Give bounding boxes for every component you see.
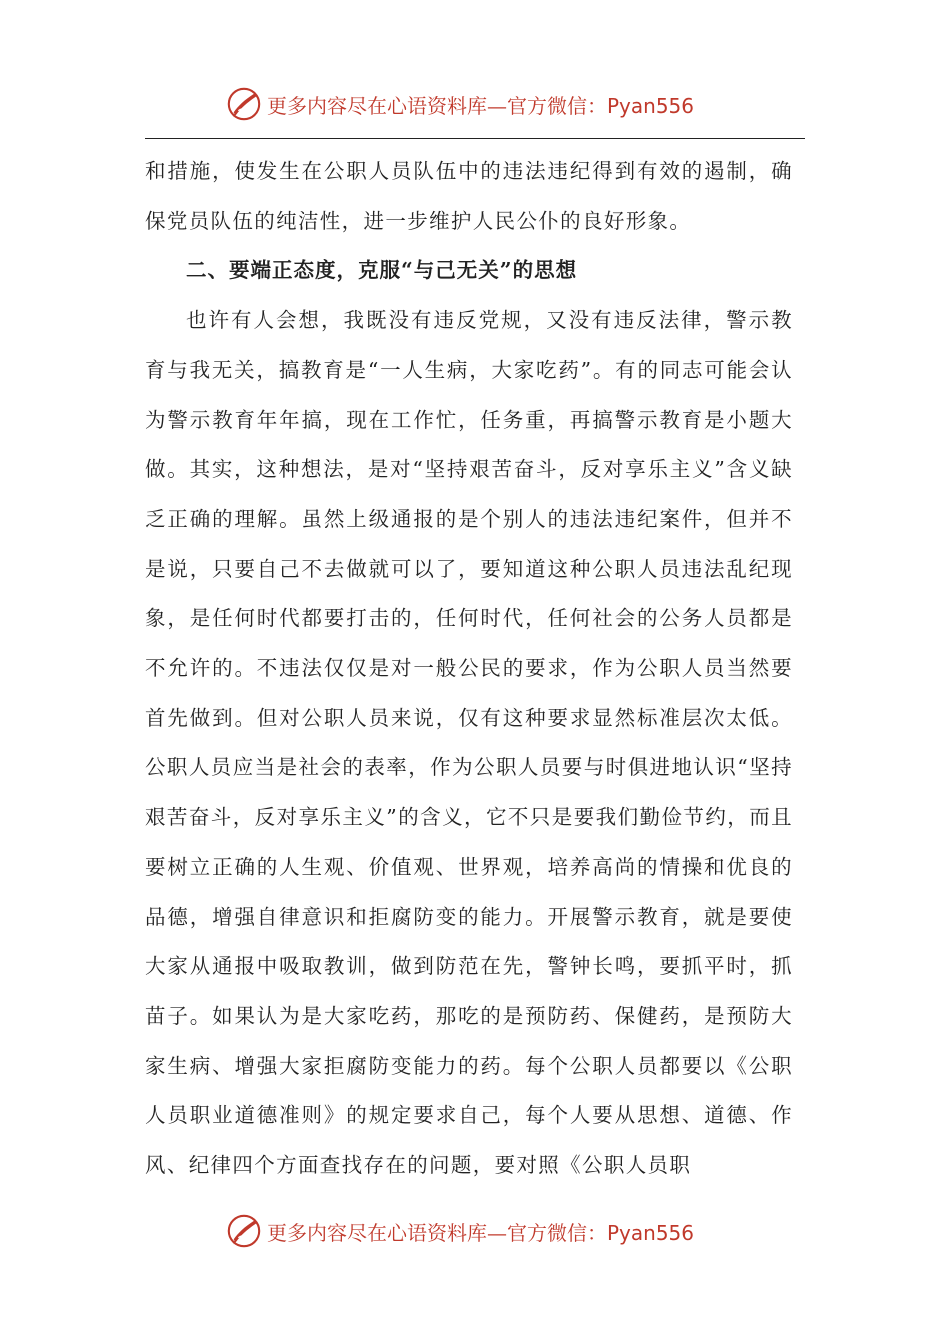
document-body	[145, 147, 793, 1191]
header-divider	[145, 138, 805, 139]
header-banner	[225, 84, 745, 124]
footer-banner	[225, 1211, 745, 1251]
header-banner-text: 更多内容尽在心语资料库—官方微信：Pyan556	[267, 93, 695, 118]
section-heading: 二、要端正态度，克服“与己无关”的思想	[186, 258, 578, 283]
pen-logo-icon	[225, 85, 263, 123]
footer-banner-text: 更多内容尽在心语资料库—官方微信：Pyan556	[267, 1220, 695, 1245]
pen-logo-icon	[225, 1212, 263, 1250]
paragraph-continuation: 和措施，使发生在公职人员队伍中的违法违纪得到有效的遏制，确保党员队伍的纯洁性，进一步维护人民公仆的良好形象。	[145, 159, 793, 233]
footer-wechat-id: Pyan556	[607, 1220, 695, 1245]
paragraph-main: 也许有人会想，我既没有违反党规，又没有违反法律，警示教育与我无关，搞教育是“一人生病，大家吃药”。有的同志可能会认为警示教育年年搞，现在工作忙，任务重，再搞警示教育是小题大做。其实，这种想法，是对“坚持艰苦奋斗，反对享乐主义”含义缺乏正确的理解。虽然上级通报的是个别人的违法违纪案件，但并不是说，只要自己不去做就可以了，要知道这种公职人员违法乱纪现象，是任何时代都要打击的，任何时代，任何社会的公务人员都是不允许的。不违法仅仅是对一般公民的要求，作为公职人员当然要首先做到。但对公职人员来说，仅有这种要求显然标准层次太低。公职人员应当是社会的表率，作为公职人员要与时俱进地认识“坚持艰苦奋斗，反对享乐主义”的含义，它不只是要我们勤俭节约，而且要树立正确的人生观、价值观、世界观，培养高尚的情操和优良的品德，增强自律意识和拒腐防变的能力。开展警示教育，就是要使大家从通报中吸取教训，做到防范在先，警钟长鸣，要抓平时，抓苗子。如果认为是大家吃药，那吃的是预防药、保健药，是预防大家生病、增强大家拒腐防变能力的药。每个公职人员都要以《公职人员职业道德准则》的规定要求自己，每个人要从思想、道德、作风、纪律四个方面查找存在的问题，要对照《公职人员职	[145, 308, 793, 1178]
header-wechat-id: Pyan556	[607, 93, 695, 118]
